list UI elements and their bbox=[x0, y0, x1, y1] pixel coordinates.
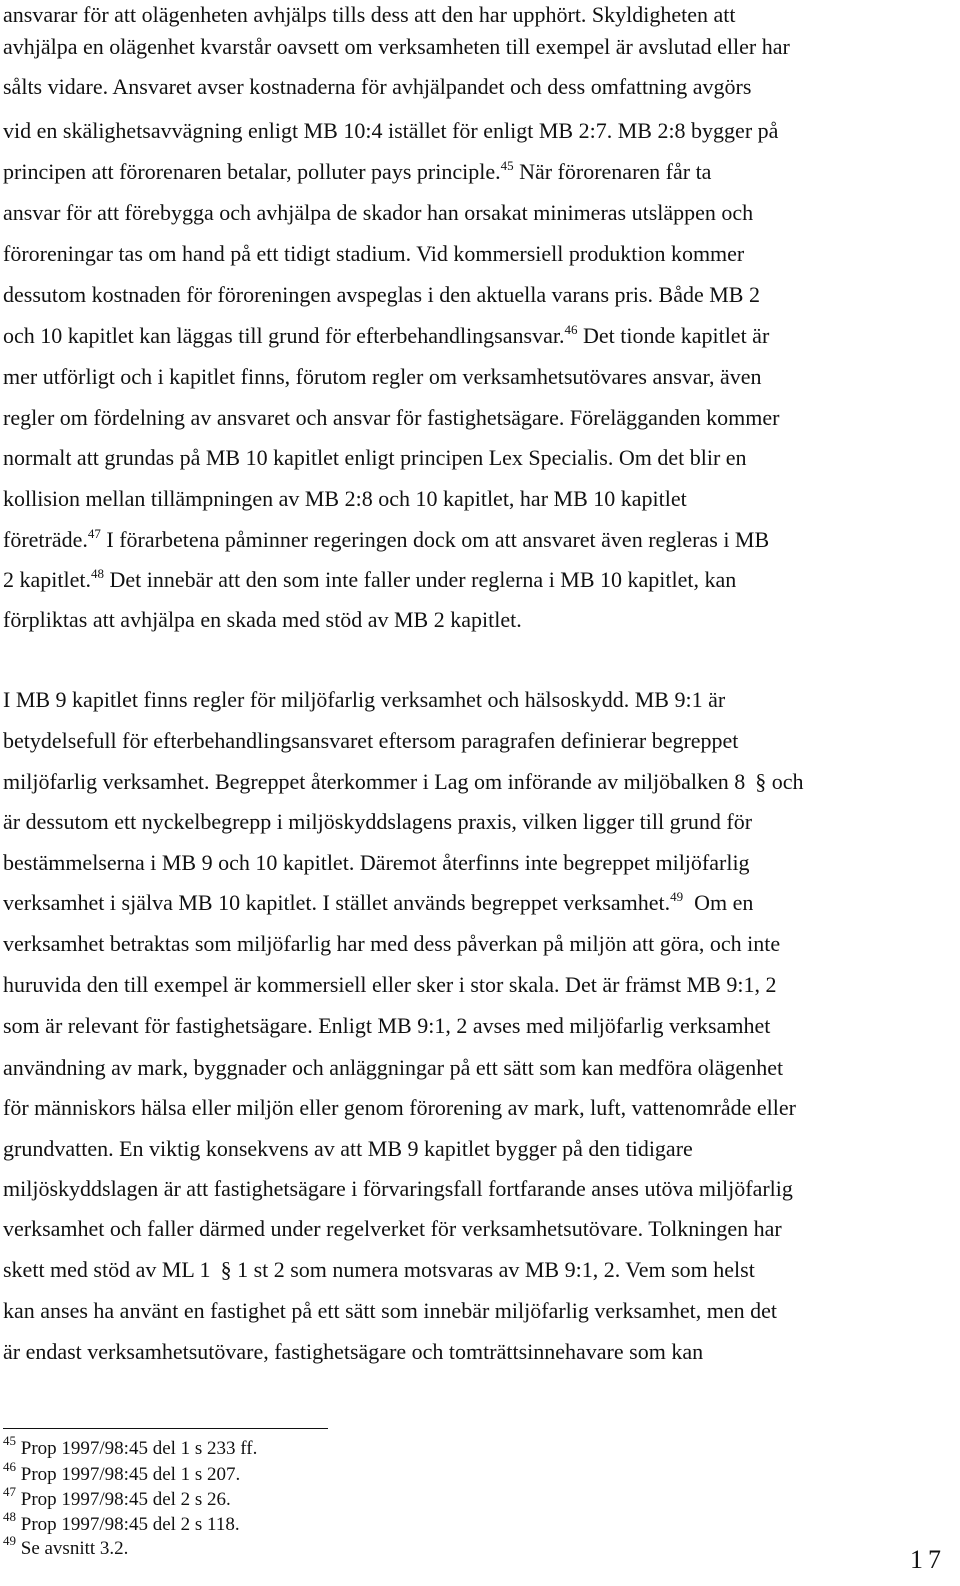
body-line-28: grundvatten. En viktig konsekvens av att MB 9 kapitlet bygger på den tidigare bbox=[3, 1136, 693, 1161]
body-line-20: är dessutom ett nyckelbegrepp i miljöskyddslagens praxis, vilken ligger till grund för bbox=[3, 809, 753, 834]
body-line-5: principen att förorenaren betalar, polluter pays principle.$^{45}$ När förorenaren får ta bbox=[3, 158, 712, 184]
body-line-2: avhjälpa en olägenhet kvarstår oavsett om verksamheten till exempel är avslutad eller har bbox=[3, 34, 790, 59]
body-line-26: användning av mark, byggnader och anläggningar på ett sätt som kan medföra olägenhet bbox=[3, 1055, 784, 1080]
body-line-25: som är relevant för fastighetsägare. Enligt MB 9:1, 2 avses med miljöfarlig verksamhet bbox=[3, 1013, 771, 1038]
body-line-30: verksamhet och faller därmed under regelverket för verksamhetsutövare. Tolkningen har bbox=[3, 1216, 782, 1241]
body-line-13: kollision mellan tillämpningen av MB 2:8 och 10 kapitlet, har MB 10 kapitlet bbox=[3, 486, 687, 511]
body-line-24: huruvida den till exempel är kommersiell eller sker i stor skala. Det är främst MB 9:1, 2 bbox=[3, 972, 777, 997]
body-line-15: 2 kapitlet.$^{48}$ Det innebär att den som inte faller under reglerna i MB 10 kapitlet, kan bbox=[3, 566, 737, 592]
body-line-6: ansvar för att förebygga och avhjälpa de skador han orsakat minimeras utsläppen och bbox=[3, 200, 754, 225]
body-line-12: normalt att grundas på MB 10 kapitlet enligt principen Lex Specialis. Om det blir en bbox=[3, 445, 747, 470]
section-sign-2: § bbox=[220, 1257, 232, 1282]
body-line-29: miljöskyddslagen är att fastighetsägare i förvaringsfall fortfarande anses utöva miljöfarlig bbox=[3, 1176, 793, 1201]
footnote-ref-48[interactable]: 48 bbox=[90, 566, 104, 581]
body-line-19: miljöfarlig verksamhet. Begreppet återkommer i Lag om införande av miljöbalken 8 § och bbox=[3, 769, 804, 794]
body-line-7: föroreningar tas om hand på ett tidigt stadium. Vid kommersiell produktion kommer bbox=[3, 241, 745, 266]
body-line-14: företräde.$^{47}$ I förarbetena påminner regeringen dock om att ansvaret även regleras i MB bbox=[3, 526, 770, 552]
body-line-10: mer utförligt och i kapitlet finns, förutom regler om verksamhetsutövares ansvar, även bbox=[3, 364, 762, 389]
body-line-23: verksamhet betraktas som miljöfarlig har med dess påverkan på miljön att göra, och inte bbox=[3, 931, 781, 956]
body-line-21: bestämmelserna i MB 9 och 10 kapitlet. Däremot återfinns inte begreppet miljöfarlig bbox=[3, 850, 750, 875]
body-line-9: och 10 kapitlet kan läggas till grund för efterbehandlingsansvar.$^{46}$ Det tionde kapitlet är bbox=[3, 322, 770, 348]
footnote-ref-46[interactable]: 46 bbox=[564, 322, 578, 337]
page-number: 17 bbox=[910, 1545, 946, 1574]
footnote-47: $^{47}$ Prop 1997/98:45 del 2 s 26. bbox=[3, 1484, 231, 1510]
body-line-32: kan anses ha använt en fastighet på ett sätt som innebär miljöfarlig verksamhet, men det bbox=[3, 1298, 778, 1323]
body-line-17: I MB 9 kapitlet finns regler för miljöfarlig verksamhet och hälsoskydd. MB 9:1 är bbox=[3, 687, 726, 712]
body-line-1: ansvarar för att olägenheten avhjälps tills dess att den har upphört. Skyldigheten att bbox=[3, 2, 736, 27]
footnote-49: $^{49}$ Se avsnitt 3.2. bbox=[3, 1533, 129, 1559]
body-line-33: är endast verksamhetsutövare, fastighetsägare och tomträttsinnehavare som kan bbox=[3, 1339, 704, 1364]
body-line-11: regler om fördelning av ansvaret och ansvar för fastighetsägare. Förelägganden kommer bbox=[3, 405, 780, 430]
body-line-31: skett med stöd av ML 1 § 1 st 2 som numera motsvaras av MB 9:1, 2. Vem som helst bbox=[3, 1257, 755, 1282]
footnote-ref-49[interactable]: 49 bbox=[670, 889, 684, 904]
footnote-45: $^{45}$ Prop 1997/98:45 del 1 s 233 ff. bbox=[3, 1433, 258, 1459]
body-line-3: sålts vidare. Ansvaret avser kostnaderna för avhjälpandet och dess omfattning avgörs bbox=[3, 74, 752, 99]
footnote-divider bbox=[3, 1428, 328, 1429]
body-line-16: förpliktas att avhjälpa en skada med stöd av MB 2 kapitlet. bbox=[3, 607, 522, 632]
footnote-48: $^{48}$ Prop 1997/98:45 del 2 s 118. bbox=[3, 1509, 240, 1535]
section-sign-1: § bbox=[755, 769, 767, 794]
footnote-46: $^{46}$ Prop 1997/98:45 del 1 s 207. bbox=[3, 1459, 241, 1485]
body-line-27: för människors hälsa eller miljön eller genom förorening av mark, luft, vattenområde eller bbox=[3, 1095, 796, 1120]
footnote-ref-47[interactable]: 47 bbox=[87, 526, 101, 541]
body-line-22: verksamhet i själva MB 10 kapitlet. I stället används begreppet verksamhet.$^{49}$ Om en bbox=[3, 889, 754, 915]
footnote-ref-45[interactable]: 45 bbox=[500, 158, 514, 173]
body-line-18: betydelsefull för efterbehandlingsansvaret eftersom paragrafen definierar begreppet bbox=[3, 728, 739, 753]
body-line-8: dessutom kostnaden för föroreningen avspeglas i den aktuella varans pris. Både MB 2 bbox=[3, 282, 760, 307]
body-line-4: vid en skälighetsavvägning enligt MB 10:4 istället för enligt MB 2:7. MB 2:8 bygger på bbox=[3, 118, 779, 143]
